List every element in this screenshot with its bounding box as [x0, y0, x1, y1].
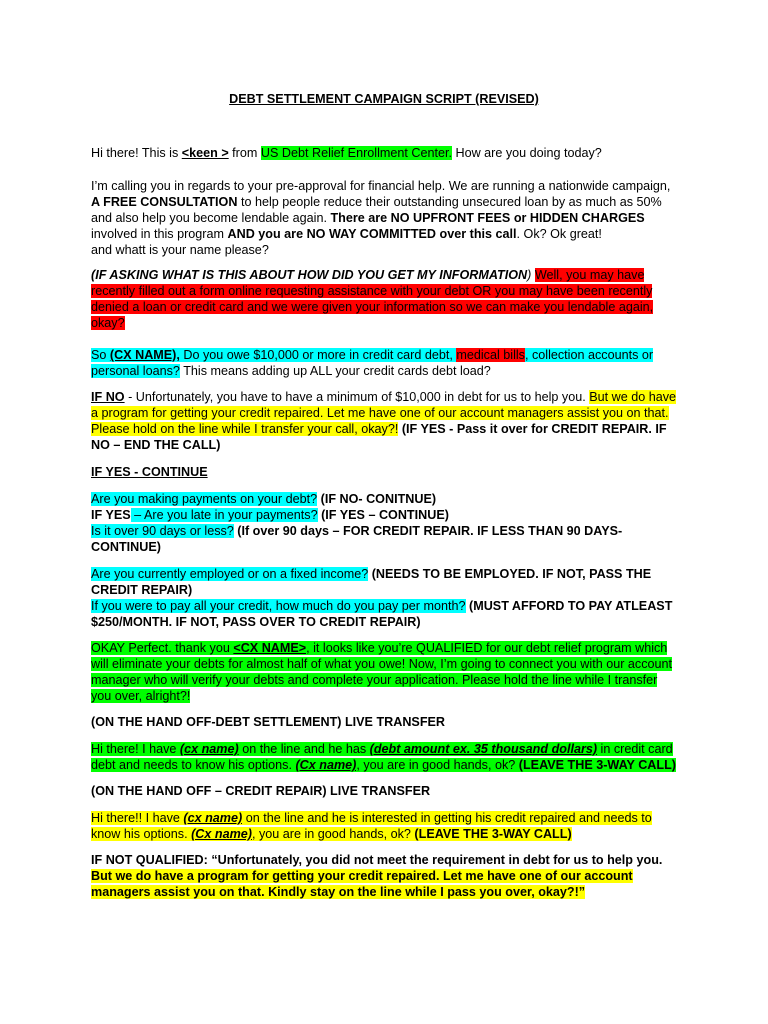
okay-t2: , it looks like you’re QUALIFIED for our debt relief program which will eliminate your debts for almost half of what you owe! Now, I’m going to connect you with our account manager who will verify your debts and complete your application. Please hold the line while I transfer you over, alright?!	[91, 641, 673, 703]
asking-label: (IF ASKING WHAT IS THIS ABOUT HOW DID YOU GET MY INFORMATION	[91, 268, 528, 282]
handoff1-debt-amount: (debt amount ex. 35 thousand dollars)	[369, 742, 598, 756]
handoff2-paragraph	[91, 810, 681, 842]
okay-t1: OKAY Perfect. thank you	[91, 641, 234, 655]
document-title: DEBT SETTLEMENT CAMPAIGN SCRIPT (REVISED)	[229, 92, 539, 106]
intro-t5: involved in this program	[91, 227, 228, 241]
intro-t8: and whatt is your name please?	[91, 243, 269, 257]
ifno-paragraph	[91, 389, 681, 453]
handoff2-leave: (LEAVE THE 3-WAY CALL)	[410, 827, 572, 841]
payments-n3: (If over 90 days – FOR CREDIT REPAIR. IF LESS THAN 90 DAYS-CONTINUE)	[91, 524, 623, 554]
not-qualified-t1: IF NOT QUALIFIED: “Unfortunately, you did not meet the requirement in debt for us to help you.	[91, 853, 663, 867]
greeting-text-c: How are you doing today?	[451, 146, 602, 160]
ifno-label: IF NO	[91, 390, 125, 404]
employ-n1: (NEEDS TO BE EMPLOYED. IF NOT, PASS THE CREDIT REPAIR)	[91, 567, 652, 597]
handoff2-cx-name: (cx name)	[183, 811, 243, 825]
intro-no-commit: AND you are NO WAY COMMITTED over this call	[227, 227, 517, 241]
ifyes-heading-block	[91, 464, 681, 480]
handoff1-cx-name: (cx name)	[179, 742, 239, 756]
handoff2-t1: Hi there!! I have	[91, 811, 184, 825]
q1-t1: Do you owe $10,000 or more in credit card debt,	[179, 348, 457, 362]
ifno-program: But we do have a program for getting your credit repaired. Let me have one of our account managers assist you on that. Please hold on the line while I transfer your call, okay?!	[91, 390, 677, 436]
handoff1-t1: Hi there! I have	[91, 742, 180, 756]
payments-ifyes: IF YES	[91, 508, 131, 522]
intro-t3: to help people reduce their outstanding unsecured loan by as much as 50% and also help you become lendable again.	[91, 195, 662, 225]
handoff1-t4: , you are in good hands, ok?	[356, 758, 516, 772]
payments-q3: Is it over 90 days or less?	[91, 524, 234, 538]
asking-paren: )	[527, 268, 532, 282]
intro-no-fees: There are NO UPFRONT FEES or HIDDEN CHARGES	[330, 211, 645, 225]
q1-medical-bills: medical bills	[456, 348, 525, 362]
not-qualified-paragraph	[91, 852, 681, 900]
handoff2-t3: , you are in good hands, ok?	[252, 827, 411, 841]
handoff1-t3: in credit card debt and needs to know his options.	[91, 742, 673, 772]
intro-t1: I’m calling you in regards to your pre-approval for financial help. We are running a nationwide campaign,	[91, 179, 671, 193]
greeting-text-b: from	[228, 146, 261, 160]
handoff1-heading: (ON THE HAND OFF-DEBT SETTLEMENT) LIVE TRANSFER	[91, 715, 446, 729]
company-name: US Debt Relief Enrollment Center.	[260, 146, 452, 160]
handoff2-heading: (ON THE HAND OFF – CREDIT REPAIR) LIVE TRANSFER	[91, 784, 431, 798]
not-qualified-t2: But we do have a program for getting your credit repaired. Let me have one of our account managers assist you on that. Kindly stay on the line while I pass you over, okay?!”	[91, 869, 633, 899]
handoff1-heading-block	[91, 714, 681, 730]
greeting-text-a: Hi there! This is	[91, 146, 182, 160]
payments-paragraph	[91, 491, 681, 555]
employ-n2: (MUST AFFORD TO PAY ATLEAST $250/MONTH. IF NOT, PASS OVER TO CREDIT REPAIR)	[91, 599, 673, 629]
q1-t2: , collection accounts or personal loans?	[91, 348, 654, 378]
asking-paragraph	[91, 267, 681, 331]
handoff1-leave: (LEAVE THE 3-WAY CALL)	[515, 758, 676, 772]
handoff1-cx-name-2: (Cx name)	[295, 758, 357, 772]
payments-n2: (IF YES – CONTINUE)	[317, 508, 449, 522]
handoff2-heading-block	[91, 783, 681, 799]
handoff2-t2: on the line and he is interested in getting his credit repaired and needs to know his options.	[91, 811, 652, 841]
agent-name: <keen >	[181, 146, 229, 160]
asking-text: Well, you may have recently filled out a form online requesting assistance with your debt OR you may have been recently denied a loan or credit card and we were given your information so we can make you lendable again, okay?	[91, 268, 654, 330]
q1-paragraph	[91, 347, 681, 379]
okay-paragraph	[91, 640, 681, 704]
q1-cx-name: (CX NAME),	[109, 348, 180, 362]
greeting-paragraph	[91, 145, 681, 161]
intro-paragraph	[91, 178, 681, 258]
handoff1-t2: on the line and he has	[238, 742, 370, 756]
q1-so: So	[91, 348, 110, 362]
ifno-instructions: (IF YES - Pass it over for CREDIT REPAIR. IF NO – END THE CALL)	[91, 422, 667, 452]
ifno-t1: - Unfortunately, you have to have a minimum of $10,000 in debt for us to help you.	[124, 390, 590, 404]
handoff1-paragraph	[91, 741, 681, 773]
handoff2-cx-name-2: (Cx name)	[191, 827, 252, 841]
okay-cx-name: <CX NAME>	[233, 641, 307, 655]
employ-q2: If you were to pay all your credit, how much do you pay per month?	[91, 599, 466, 613]
employ-paragraph	[91, 566, 681, 630]
payments-n1: (IF NO- CONITNUE)	[317, 492, 437, 506]
q1-t3: This means adding up ALL your credit cards debt load?	[179, 364, 491, 378]
payments-q2: – Are you late in your payments?	[130, 508, 318, 522]
intro-t7: . Ok? Ok great!	[516, 227, 602, 241]
ifyes-heading: IF YES - CONTINUE	[91, 465, 208, 479]
intro-free-consultation: A FREE CONSULTATION	[91, 195, 238, 209]
payments-q1: Are you making payments on your debt?	[91, 492, 318, 506]
employ-q1: Are you currently employed or on a fixed income?	[91, 567, 369, 581]
